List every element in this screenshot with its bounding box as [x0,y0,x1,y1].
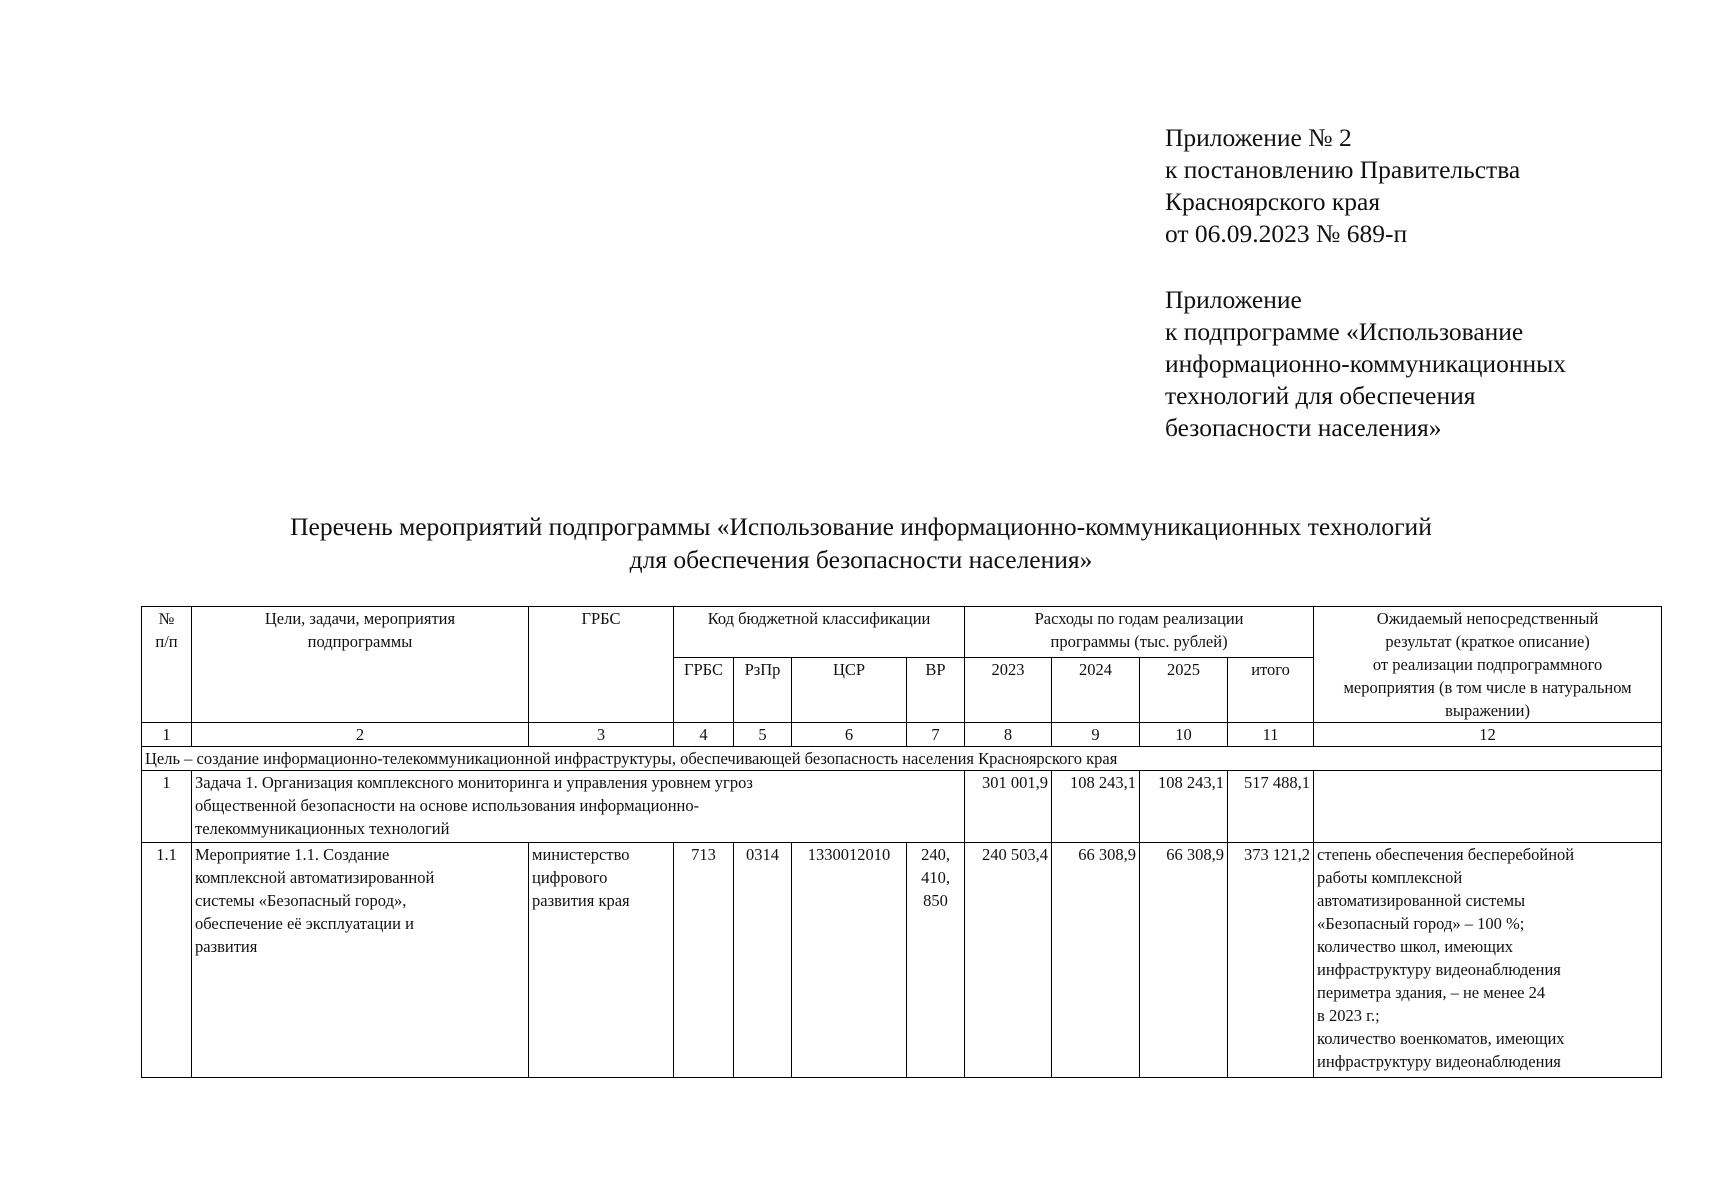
subheader-2024: 2024 [1052,658,1140,723]
appendix-line: Приложение № 2 [1165,123,1352,152]
task-result [1314,771,1662,843]
column-number: 3 [529,723,674,747]
appendix-line: безопасности населения» [1165,413,1442,442]
task-2024: 108 243,1 [1052,771,1140,843]
subheader-rzpr: РзПр [734,658,792,723]
goal-row [142,747,1662,771]
task-text: Задача 1. Организация комплексного мониторинга и управления уровнем угроз общественной безопасности на основе использования информационно- телекоммуникационных технологий [192,771,965,843]
header-expenses: Расходы по годам реализации программы (тыс. рублей) [965,607,1314,658]
document-title [0,510,1722,576]
subheader-2025: 2025 [1140,658,1228,723]
activity-grbs-name: министерство цифрового развития края [529,843,674,1078]
column-number: 5 [734,723,792,747]
column-number: 9 [1052,723,1140,747]
task-2025: 108 243,1 [1140,771,1228,843]
header-num: № п/п [142,607,192,723]
activity-text: Мероприятие 1.1. Создание комплексной автоматизированной системы «Безопасный город», обеспечение её эксплуатации и развития [192,843,529,1078]
task-row [142,771,1662,843]
appendix-line: от 06.09.2023 № 689-п [1165,219,1408,248]
subheader-total: итого [1228,658,1314,723]
subheader-grbs: ГРБС [674,658,734,723]
column-numbers-row [142,723,1662,747]
activity-2023: 240 503,4 [965,843,1052,1078]
column-number: 1 [142,723,192,747]
subheader-vr: ВР [907,658,965,723]
activity-2024: 66 308,9 [1052,843,1140,1078]
appendix-line: Красноярского края [1165,187,1381,216]
column-number: 11 [1228,723,1314,747]
goal-text: Цель – создание информационно-телекоммуникационной инфраструктуры, обеспечивающей безопасность населения Красноярского края [142,747,1662,771]
activity-csr: 1330012010 [792,843,907,1078]
task-num: 1 [142,771,192,843]
activity-row [142,843,1662,1078]
column-number: 7 [907,723,965,747]
header-result: Ожидаемый непосредственный результат (краткое описание) от реализации подпрограммного мероприятия (в том числе в натуральном выражении) [1314,607,1662,723]
activity-total: 373 121,2 [1228,843,1314,1078]
appendix-block-2 [1165,284,1705,444]
column-number: 8 [965,723,1052,747]
title-line-2: для обеспечения безопасности населения» [629,545,1093,574]
activities-table [141,606,1662,1078]
column-number: 4 [674,723,734,747]
task-total: 517 488,1 [1228,771,1314,843]
column-number: 12 [1314,723,1662,747]
activity-result: степень обеспечения бесперебойной работы комплексной автоматизированной системы «Безопасный город» – 100 %; количество школ, имеющих инфраструктуру видеонаблюдения периметра здания, – не менее 24 в 2023 г.; количество военкоматов, имеющих инфраструктуру видеонаблюдения [1314,843,1662,1078]
appendix-line: технологий для обеспечения [1165,381,1476,410]
subheader-2023: 2023 [965,658,1052,723]
activity-num: 1.1 [142,843,192,1078]
header-budget-code: Код бюджетной классификации [674,607,965,658]
appendix-line: Приложение [1165,285,1302,314]
header-row-1 [142,607,1662,658]
activity-grbs-code: 713 [674,843,734,1078]
header-grbs: ГРБС [529,607,674,723]
appendix-line: информационно-коммуникационных [1165,349,1567,378]
header-goals: Цели, задачи, мероприятия подпрограммы [192,607,529,723]
appendix-line: к постановлению Правительства [1165,155,1521,184]
activity-vr: 240, 410, 850 [907,843,965,1078]
column-number: 6 [792,723,907,747]
column-number: 2 [192,723,529,747]
column-number: 10 [1140,723,1228,747]
activity-rzpr: 0314 [734,843,792,1078]
title-line-1: Перечень мероприятий подпрограммы «Использование информационно-коммуникационных технологий [290,512,1432,541]
appendix-line: к подпрограмме «Использование [1165,317,1524,346]
activity-2025: 66 308,9 [1140,843,1228,1078]
task-2023: 301 001,9 [965,771,1052,843]
subheader-csr: ЦСР [792,658,907,723]
appendix-block-1 [1165,122,1705,250]
